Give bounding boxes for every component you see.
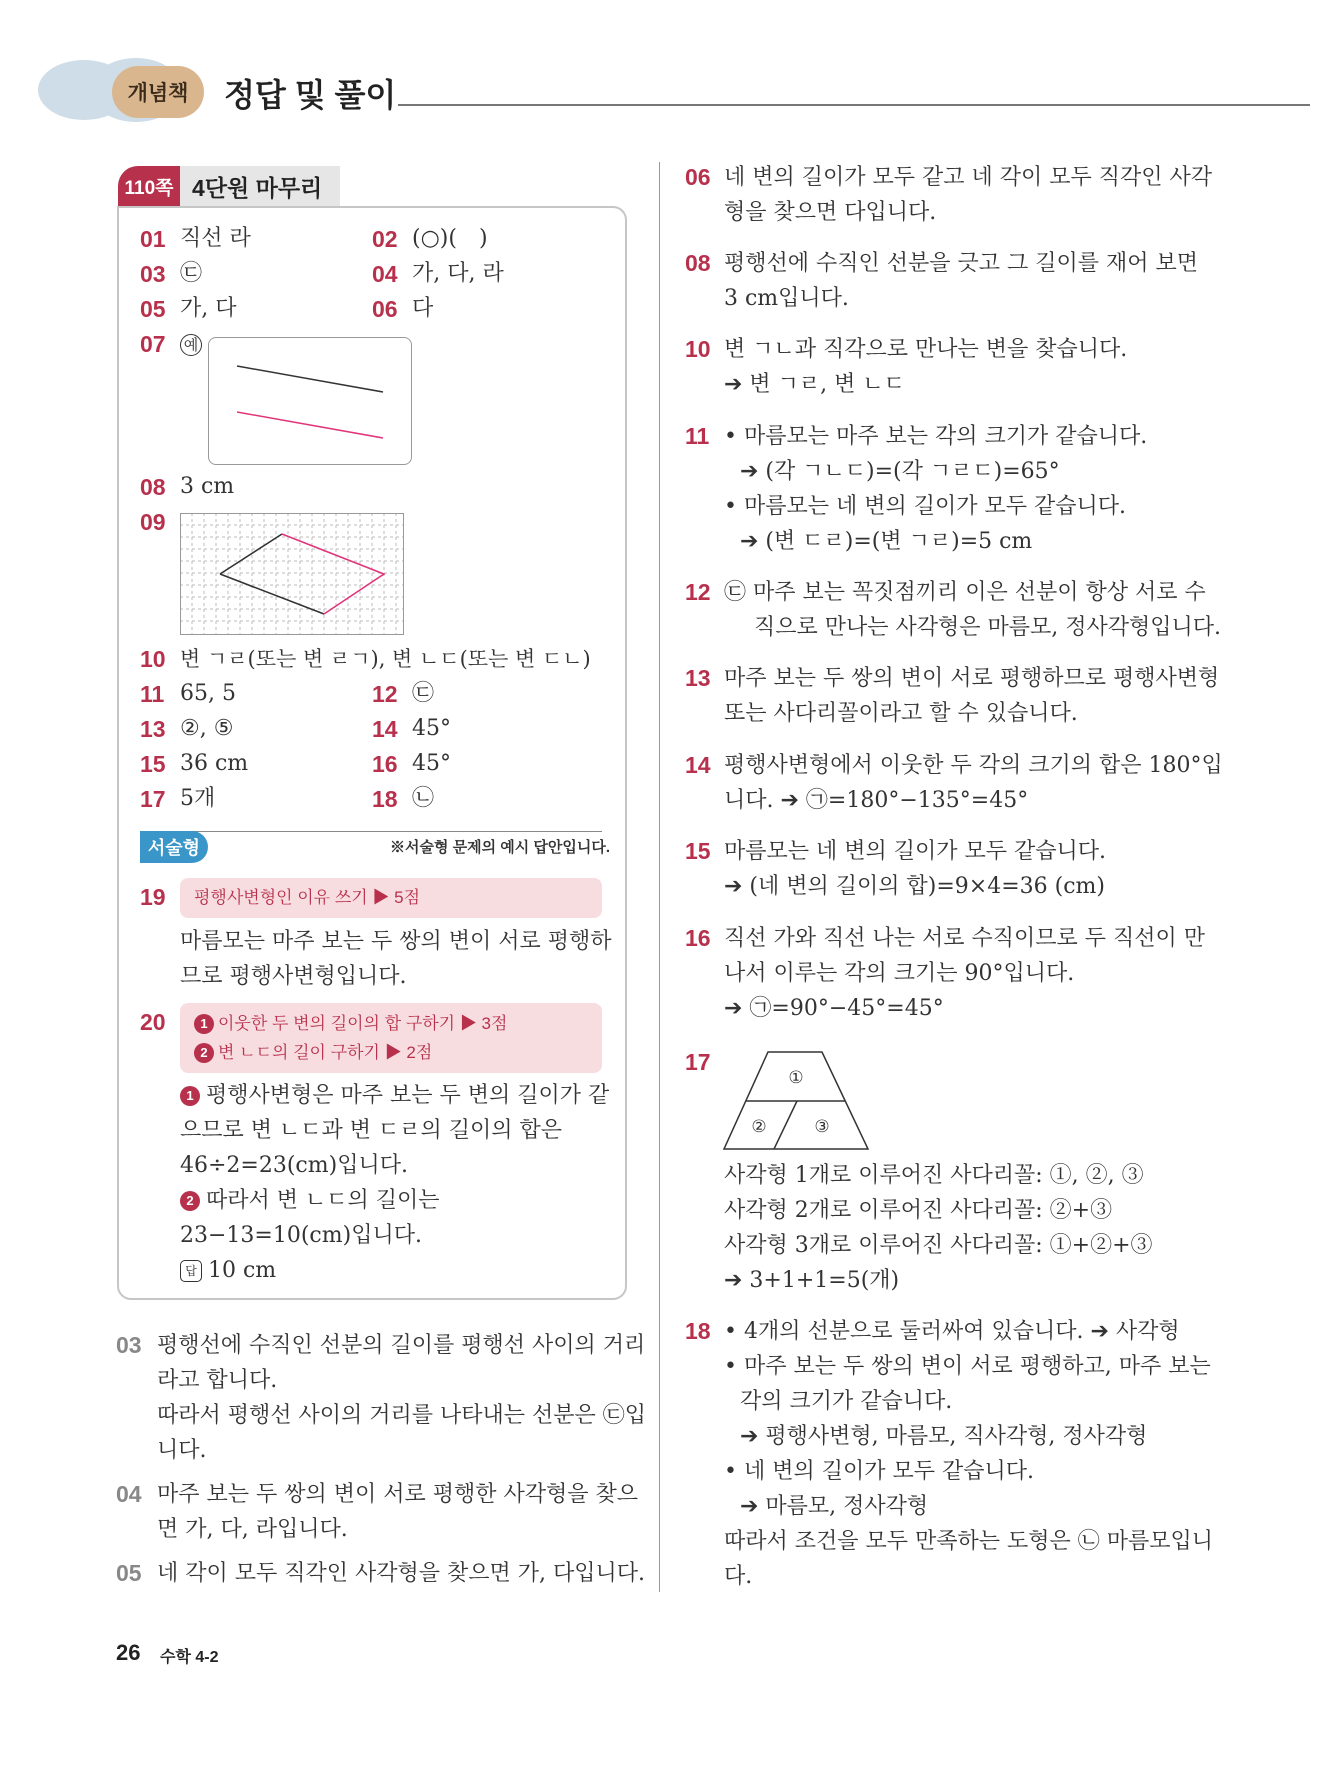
solution-10 (724, 332, 1127, 402)
text-line: 네 각이 모두 직각인 사각형을 찾으면 가, 다입니다. (157, 1561, 645, 1586)
solution-number: 17 (685, 1049, 711, 1075)
answer-text: 직선 라 (180, 226, 251, 251)
text-line: 마주 보는 두 쌍의 변이 서로 평행하므로 평행사변형 (724, 666, 1220, 691)
parallel-lines-svg (209, 338, 413, 466)
text-line: ➔ 마름모, 정사각형 (740, 1494, 929, 1519)
answer-number: 11 (140, 681, 165, 707)
text-line: 평행선에 수직인 선분을 긋고 그 길이를 재어 보면 (724, 251, 1198, 276)
text-line: 으므로 변 ㄴㄷ과 변 ㄷㄹ의 길이의 합은 (180, 1118, 562, 1143)
answer-text: 가, 다 (180, 296, 237, 321)
text-line: 1 평행사변형은 마주 보는 두 변의 길이가 같 (180, 1078, 609, 1113)
text-line: ➔ 변 ㄱㄹ, 변 ㄴㄷ (724, 372, 905, 397)
solution-14 (724, 748, 1223, 818)
answer-label: 답 (180, 1260, 202, 1282)
answer-number: 16 (372, 751, 398, 777)
text-line: 형을 찾으면 다입니다. (724, 200, 937, 225)
page-number: 26 (116, 1640, 141, 1665)
header-rule (398, 104, 1310, 106)
solution-number: 05 (116, 1560, 142, 1586)
text-line: 마름모는 네 변의 길이가 모두 같습니다. (724, 839, 1106, 864)
answer-text: ㉡ (412, 786, 435, 811)
solution-13 (724, 661, 1219, 731)
answer-number: 13 (140, 716, 166, 742)
solution-03 (157, 1328, 646, 1468)
text-line: 마주 보는 두 쌍의 변이 서로 평행한 사각형을 찾으 (157, 1482, 638, 1507)
text-line: ➔ 평행사변형, 마름모, 직사각형, 정사각형 (740, 1424, 1148, 1449)
answer-number: 02 (372, 226, 398, 252)
text-line: 니다. (157, 1438, 207, 1463)
solution-05 (157, 1556, 645, 1591)
solution-number: 14 (685, 752, 711, 778)
page-label: 110쪽 (118, 166, 180, 206)
step-mark: 1 (180, 1086, 200, 1106)
step-mark: 2 (180, 1191, 200, 1211)
text-line: 따라서 평행선 사이의 거리를 나타내는 선분은 ㉢입 (157, 1403, 647, 1428)
step-mark: 2 (194, 1043, 214, 1063)
text-line: • 4개의 선분으로 둘러싸여 있습니다. ➔ 사각형 (724, 1319, 1180, 1344)
descriptive-note: ※서술형 문제의 예시 답안입니다. (390, 839, 611, 856)
answer-number: 03 (140, 261, 166, 287)
answer-number: 09 (140, 509, 166, 535)
column-divider (659, 162, 660, 1592)
text-line: • 마름모는 마주 보는 각의 크기가 같습니다. (724, 424, 1148, 449)
answer-number: 12 (372, 681, 398, 707)
solution-number: 04 (116, 1481, 142, 1507)
criteria-text: 변 ㄴㄷ의 길이 구하기 ▶ 2점 (218, 1043, 433, 1062)
answer-number: 14 (372, 716, 398, 742)
descriptive-badge: 서술형 (140, 831, 208, 863)
answer-text: 3 cm (180, 474, 235, 499)
rhombus-grid-figure (180, 513, 404, 635)
answer-text: 65, 5 (180, 681, 236, 706)
header-tag: 개념책 (112, 66, 204, 118)
answer-number: 04 (372, 261, 398, 287)
answer-number: 01 (140, 226, 166, 252)
answer-text: 가, 다, 라 (412, 261, 504, 286)
solution-18 (724, 1314, 1213, 1594)
answer-text: 5개 (180, 786, 216, 811)
region-label: ② (751, 1117, 767, 1137)
text-line: • 네 변의 길이가 모두 같습니다. (724, 1459, 1034, 1484)
q20-answer (180, 1078, 609, 1288)
text-line: • 마름모는 네 변의 길이가 모두 같습니다. (724, 494, 1126, 519)
answer-text: ②, ⑤ (180, 716, 234, 741)
text-line: ㉢ 마주 보는 꼭짓점끼리 이은 선분이 항상 서로 수 (724, 580, 1206, 605)
answer-number: 18 (372, 786, 398, 812)
answer-text: ㉢ (412, 681, 435, 706)
step-mark: 1 (194, 1014, 214, 1034)
question-number: 20 (140, 1009, 166, 1035)
text-line: 2 따라서 변 ㄴㄷ의 길이는 (180, 1183, 609, 1218)
answer-number: 17 (140, 786, 166, 812)
text-line: 사각형 2개로 이루어진 사다리꼴: ②+③ (724, 1198, 1113, 1223)
text-line: • 마주 보는 두 쌍의 변이 서로 평행하고, 마주 보는 (724, 1354, 1211, 1379)
solution-06 (724, 160, 1212, 230)
text-line: 23−13=10(cm)입니다. (180, 1223, 422, 1248)
descriptive-rule (140, 831, 602, 832)
region-label: ③ (814, 1117, 830, 1137)
solution-number: 18 (685, 1318, 711, 1344)
answer-text: 변 ㄱㄹ(또는 변 ㄹㄱ), 변 ㄴㄷ(또는 변 ㄷㄴ) (180, 647, 591, 671)
text-line: 직선 가와 직선 나는 서로 수직이므로 두 직선이 만 (724, 926, 1205, 951)
answer-number: 10 (140, 646, 166, 672)
solution-15 (724, 834, 1106, 904)
q20-criteria (180, 1003, 602, 1073)
answer-text: 다 (412, 296, 434, 321)
trapezoid-figure (722, 1050, 872, 1152)
solution-04 (157, 1477, 638, 1547)
text-line: ➔ (각 ㄱㄴㄷ)=(각 ㄱㄹㄷ)=65° (740, 459, 1060, 484)
header-title: 정답 및 풀이 (224, 77, 397, 113)
text-line: ➔ (변 ㄷㄹ)=(변 ㄱㄹ)=5 cm (740, 529, 1033, 554)
solution-17 (724, 1158, 1153, 1298)
criteria-line (194, 1038, 588, 1067)
solution-number: 16 (685, 925, 711, 951)
text-line: 다. (724, 1564, 753, 1589)
text-line: 변 ㄱㄴ과 직각으로 만나는 변을 찾습니다. (724, 337, 1128, 362)
rhombus-black-sides (220, 534, 324, 614)
book-title: 수학 4-2 (160, 1649, 219, 1666)
text-line: 라고 합니다. (157, 1368, 278, 1393)
criteria-line (194, 1009, 588, 1038)
final-answer: 답 10 cm (180, 1253, 609, 1288)
solution-11 (724, 419, 1147, 559)
solution-number: 13 (685, 665, 711, 691)
answer-text: ㉢ (180, 261, 203, 286)
question-number: 19 (140, 884, 166, 910)
answer-number: 06 (372, 296, 398, 322)
rhombus-pink-sides (282, 534, 384, 614)
black-line (237, 366, 383, 392)
answer-number: 07 (140, 331, 166, 357)
q19-answer (180, 924, 612, 994)
answer-text: 45° (412, 716, 451, 741)
unit-title: 4단원 마무리 (180, 166, 340, 206)
solution-08 (724, 246, 1198, 316)
text-line: 평행선에 수직인 선분의 길이를 평행선 사이의 거리 (157, 1333, 646, 1358)
solution-12 (724, 575, 1221, 645)
q19-criteria: 평행사변형인 이유 쓰기 ▶ 5점 (180, 878, 602, 918)
solution-number: 06 (685, 164, 711, 190)
parallel-lines-figure (208, 337, 412, 465)
solution-16 (724, 921, 1205, 1026)
text-line: 니다. ➔ ㉠=180°−135°=45° (724, 788, 1029, 813)
text-line: 면 가, 다, 라입니다. (157, 1517, 348, 1542)
text-line: 직으로 만나는 사각형은 마름모, 정사각형입니다. (754, 615, 1222, 640)
answer-number: 05 (140, 296, 166, 322)
solution-number: 11 (685, 423, 710, 449)
answer-number: 15 (140, 751, 166, 777)
trapezoid-divider (774, 1101, 797, 1149)
text-line: 또는 사다리꼴이라고 할 수 있습니다. (724, 701, 1078, 726)
text-line: ➔ (네 변의 길이의 합)=9×4=36 (cm) (724, 874, 1105, 899)
example-mark: 예 (180, 334, 202, 356)
solution-number: 08 (685, 250, 711, 276)
text-line: 나서 이루는 각의 크기는 90°입니다. (724, 961, 1075, 986)
text-line: 3 cm입니다. (724, 286, 849, 311)
region-label: ① (788, 1068, 804, 1088)
text-line: 므로 평행사변형입니다. (180, 964, 407, 989)
text-line: ➔ 3+1+1=5(개) (724, 1268, 900, 1293)
text-line: ➔ ㉠=90°−45°=45° (724, 996, 944, 1021)
criteria-text: 이웃한 두 변의 길이의 합 구하기 ▶ 3점 (218, 1014, 508, 1033)
answer-text: 45° (412, 751, 451, 776)
text-line: 46÷2=23(cm)입니다. (180, 1153, 408, 1178)
answer-text: (○)( ) (412, 226, 488, 251)
text-line: 사각형 1개로 이루어진 사다리꼴: ①, ②, ③ (724, 1163, 1144, 1188)
answer-text: 36 cm (180, 751, 249, 776)
pink-line (237, 412, 383, 438)
text-line: 네 변의 길이가 모두 같고 네 각이 모두 직각인 사각 (724, 165, 1212, 190)
solution-number: 10 (685, 336, 711, 362)
solution-number: 12 (685, 579, 711, 605)
solution-number: 03 (116, 1332, 142, 1358)
solution-number: 15 (685, 838, 711, 864)
text-line: 평행사변형에서 이웃한 두 각의 크기의 합은 180°입 (724, 753, 1223, 778)
text-line: 사각형 3개로 이루어진 사다리꼴: ①+②+③ (724, 1233, 1153, 1258)
answer-number: 08 (140, 474, 166, 500)
text-line: 각의 크기가 같습니다. (740, 1389, 953, 1414)
text-line: 마름모는 마주 보는 두 쌍의 변이 서로 평행하 (180, 929, 612, 954)
text-line: 따라서 조건을 모두 만족하는 도형은 ㉡ 마름모입니 (724, 1529, 1214, 1554)
